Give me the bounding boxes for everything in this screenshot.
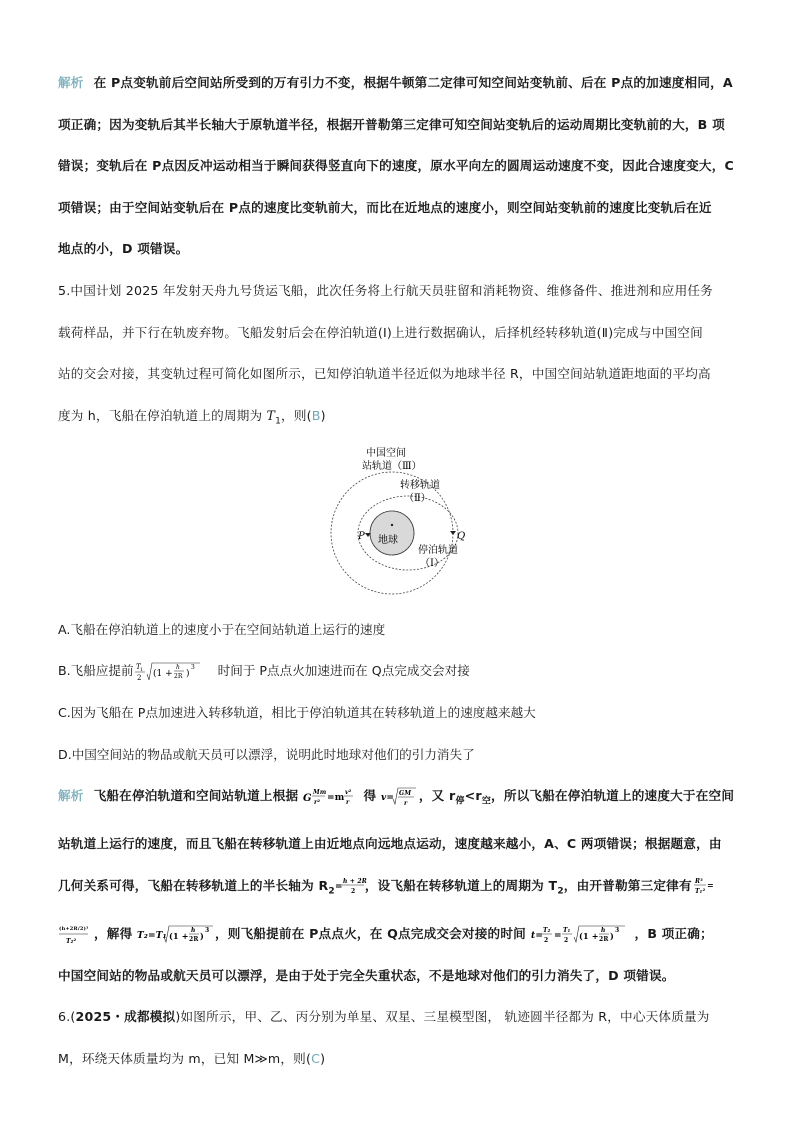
- label-parking-orbit-2: （Ⅰ）: [420, 557, 444, 569]
- q5-line-1: 5.中国计划 2025 年发射天舟九号货运飞船，此次任务将上行航天员驻留和消耗物资、维修备件、推进剂和应用任务: [58, 282, 713, 298]
- q6-line-2: M，环绕天体质量均为 m，已知 M≫m，则(C): [58, 1050, 326, 1066]
- svg-text:r²: r²: [313, 798, 321, 806]
- q5-line-4: 度为 h，飞船在停泊轨道上的周期为 $T_1$，则(B): [58, 407, 326, 427]
- analysis-tag-2: 解析: [58, 788, 84, 804]
- svg-text:=: =: [706, 880, 714, 891]
- svg-text:GM: GM: [398, 789, 412, 797]
- formula-time: [531, 924, 635, 946]
- svg-text:(h+2R/2)³: (h+2R/2)³: [59, 925, 89, 932]
- q5-line-3: 站的交会对接，其变轨过程可简化如图所示，已知停泊轨道半径近似为地球半径 R，中国空间站轨道距地面的平均高: [58, 366, 711, 382]
- analysis-tag: 解析: [58, 75, 84, 90]
- q5-line-2: 载荷样品，并下行在轨废弃物。飞船发射后会在停泊轨道(Ⅰ)上进行数据确认，后择机经转移轨道(Ⅱ)完成与中国空间: [58, 324, 703, 340]
- svg-text:T₁: T₁: [562, 926, 571, 934]
- svg-text:h + 2R: h + 2R: [342, 878, 367, 886]
- svg-text:R³: R³: [694, 878, 703, 886]
- option-b: B.飞船应提前 T 1 2 (1 + h 2R ) 3 时间于 P点点火加速进而在 Q点完成交会对接: [58, 662, 470, 682]
- analysis-1: [58, 62, 748, 270]
- earth-center-dot: [391, 524, 393, 526]
- svg-text:2: 2: [563, 936, 568, 944]
- svg-text:h: h: [600, 926, 606, 934]
- svg-text:Mm: Mm: [312, 788, 327, 796]
- analysis-1-line-2: 项正确；因为变轨后其半长轴大于原轨道半径，根据开普勒第三定律可知空间站变轨后的运动周期比变轨前的大，B 项: [58, 116, 725, 132]
- svg-text:T₂²: T₂²: [66, 937, 77, 945]
- q6-answer: C: [311, 1050, 321, 1066]
- svg-text:T₂=T₁: T₂=T₁: [136, 930, 167, 941]
- question-5: [58, 270, 748, 443]
- analysis-2-line-1: 解析 飞船在停泊轨道和空间站轨道上根据 G Mm r² =m v² r 得 v= GM r ，又 $r_停<r_空$，所以飞船在停泊轨道上的速度大于在空间: [58, 775, 748, 823]
- svg-text:r: r: [403, 799, 408, 807]
- option-c: C.因为飞船在 P点加速进入转移轨道，相比于停泊轨道其在转移轨道上的速度越来越大: [58, 705, 536, 721]
- svg-text:(1 +: (1 +: [168, 930, 189, 941]
- arrow-q-icon: [450, 531, 456, 535]
- label-station-orbit: 中国空间: [366, 447, 406, 459]
- svg-text:=: =: [334, 882, 343, 893]
- label-station-orbit-2: 站轨道（Ⅲ）: [362, 460, 422, 472]
- label-transfer-orbit-2: （Ⅱ）: [404, 492, 431, 504]
- svg-text:2: 2: [136, 673, 142, 682]
- svg-text:3: 3: [190, 663, 195, 671]
- formula-semi-major: [335, 875, 365, 897]
- analysis-1-line-1: 解析 在 P点变轨前后空间站所受到的万有引力不变，根据牛顿第二定律可知空间站变轨前、后在 P点的加速度相同，A: [58, 75, 733, 90]
- label-earth: 地球: [378, 534, 398, 546]
- svg-text:h: h: [190, 926, 196, 934]
- svg-text:): ): [199, 930, 204, 941]
- svg-text:(1 +: (1 +: [578, 930, 599, 941]
- analysis-1-line-4: 项错误；由于空间站变轨后在 P点的速度比变轨前大，而比在近地点的速度小，则空间站变轨前的速度比变轨后在近: [58, 199, 712, 215]
- q5-answer: B: [311, 407, 321, 423]
- formula-velocity: [381, 786, 419, 808]
- formula-kepler-right: [58, 922, 94, 948]
- analysis-2-line-3: 几何关系可得，飞船在转移轨道上的半长轴为 $R_2$ = h + 2R 2 ，设飞船在转移轨道上的周期为 $T_2$，由开普勒第三定律有 R³ T₁² =: [58, 865, 748, 913]
- label-transfer-orbit: 转移轨道: [400, 479, 440, 491]
- page: [58, 62, 748, 1079]
- svg-text:2: 2: [543, 936, 548, 944]
- q5-options: [58, 609, 748, 775]
- svg-text:t=: t=: [530, 930, 543, 941]
- formula-t2: [137, 924, 215, 946]
- svg-text:3: 3: [204, 926, 210, 934]
- svg-text:1: 1: [139, 666, 143, 673]
- svg-text:3: 3: [614, 926, 619, 934]
- orbit-diagram: [330, 445, 470, 603]
- formula-kepler-left: [692, 875, 712, 897]
- svg-text:v²: v²: [344, 788, 352, 796]
- option-d: D.中国空间站的物品或航天员可以漂浮，说明此时地球对他们的引力消失了: [58, 746, 475, 762]
- svg-text:T₂: T₂: [542, 926, 551, 934]
- analysis-2-line-4: (h+2R/2)³ T₂² ，解得 T₂=T₁ (1 + h 2R ) 3 ，则飞船提前在 P点点火，在 Q点完成交会对接的时间 t= T₂ 2 = T₁ 2 (1 + h 2R ) 3 ，B 项正确；: [58, 913, 748, 955]
- svg-text:): ): [609, 930, 614, 941]
- formula-gravity: [303, 786, 359, 808]
- label-parking-orbit: 停泊轨道: [418, 544, 458, 556]
- question-6: [58, 996, 748, 1079]
- svg-text:2R: 2R: [173, 672, 182, 680]
- analysis-2-line-5: 中国空间站的物品或航天员可以漂浮，是由于处于完全失重状态，不是地球对他们的引力消失了，D 项错误。: [58, 967, 675, 983]
- svg-text:T: T: [135, 662, 141, 671]
- svg-text:=m: =m: [326, 792, 345, 803]
- option-a: A.飞船在停泊轨道上的速度小于在空间站轨道上运行的速度: [58, 621, 386, 637]
- analysis-1-line-3: 错误；变轨后在 P点因反冲运动相当于瞬间获得竖直向下的速度，原水平向左的圆周运动速度不变，因此合速度变大，C: [58, 158, 734, 174]
- svg-text:v=: v=: [380, 792, 395, 803]
- analysis-1-line-5: 地点的小，D 项错误。: [58, 241, 189, 257]
- svg-text:h: h: [175, 663, 180, 671]
- label-q: Q: [457, 530, 466, 542]
- svg-text:(1 +: (1 +: [152, 668, 173, 679]
- svg-text:T₁²: T₁²: [694, 888, 706, 896]
- formula-b: [134, 661, 218, 683]
- svg-text:r: r: [345, 798, 350, 806]
- q6-source: 2025・成都模拟: [75, 1009, 176, 1025]
- analysis-2: [58, 775, 748, 996]
- svg-text:2R: 2R: [188, 935, 199, 943]
- svg-text:=: =: [553, 930, 562, 941]
- svg-text:G: G: [302, 792, 312, 804]
- q6-line-1: 6.(2025・成都模拟)如图所示，甲、乙、丙分别为单星、双星、三星模型图， 轨迹圆半径都为 R，中心天体质量为: [58, 1009, 710, 1025]
- svg-text:2: 2: [350, 888, 356, 896]
- analysis-2-line-2: 站轨道上运行的速度，而且飞船在转移轨道上由近地点向远地点运动，速度越来越小，A、C 两项错误；根据题意，由: [58, 836, 722, 852]
- svg-text:2R: 2R: [598, 935, 609, 943]
- orbit-figure: [58, 445, 748, 605]
- label-p: P: [358, 530, 365, 542]
- svg-text:): ): [185, 668, 190, 679]
